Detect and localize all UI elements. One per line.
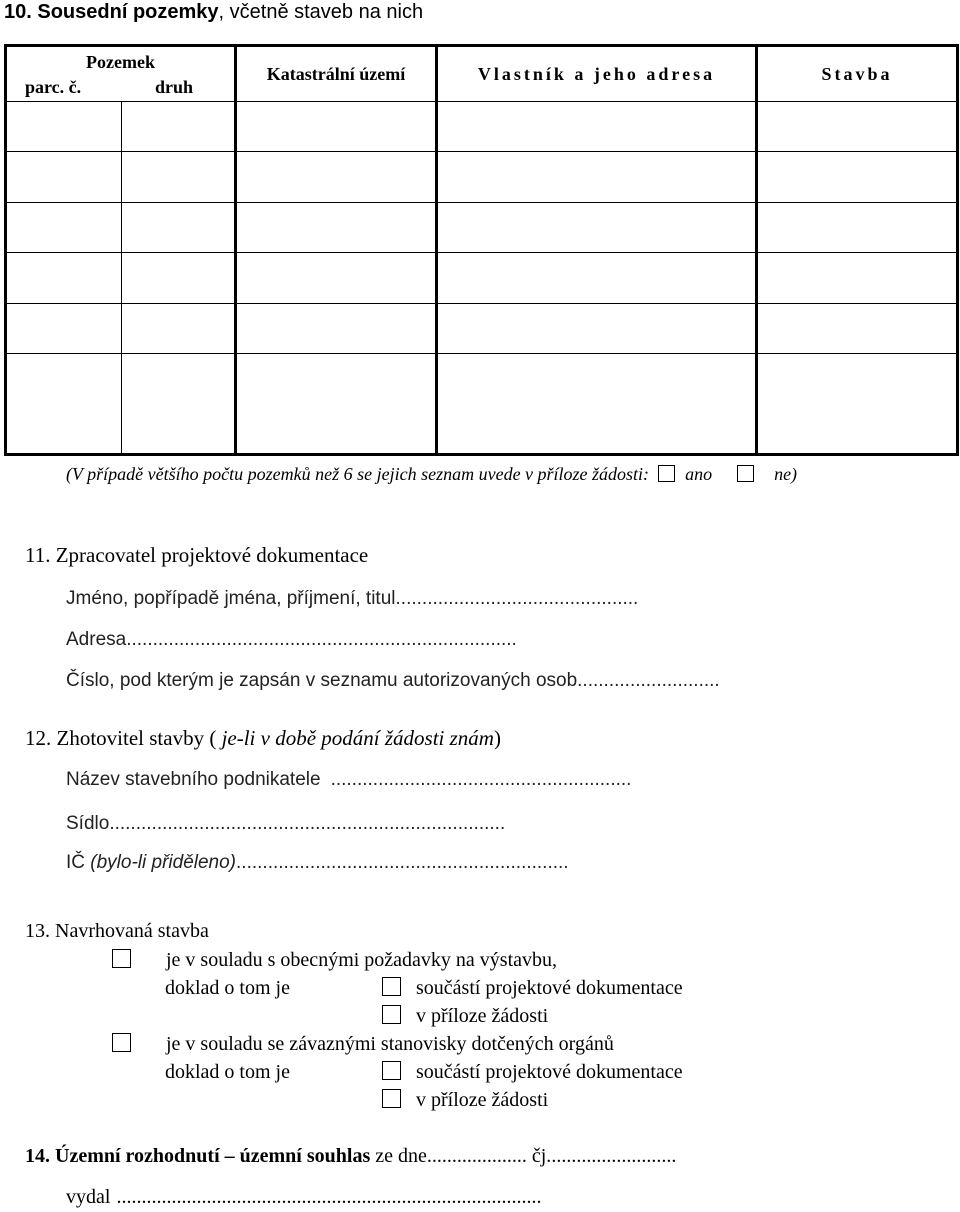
table-cell[interactable] <box>236 102 437 152</box>
table-cell[interactable] <box>122 354 236 455</box>
section-12-title-suffix: ) <box>493 726 501 750</box>
compliance-general-checkbox[interactable] <box>112 949 131 968</box>
designer-auth-field[interactable]: ........................... <box>577 670 720 691</box>
table-cell[interactable] <box>122 303 236 353</box>
doklad-1-pd-checkbox[interactable] <box>382 977 401 996</box>
table-row <box>6 354 958 455</box>
table-row <box>6 253 958 303</box>
doklad-1-pd-label: součástí projektové dokumentace <box>416 977 683 999</box>
compliance-general-label: je v souladu s obecnými požadavky na výstavbu, <box>166 949 558 971</box>
header-druh-label: druh <box>155 77 194 97</box>
table-cell[interactable] <box>757 354 958 455</box>
doklad-1-priloha-checkbox[interactable] <box>382 1005 401 1024</box>
header-vlastnik: Vlastník a jeho adresa <box>437 46 757 102</box>
doklad-2-label: doklad o tom je <box>165 1061 290 1083</box>
date-field[interactable]: .................... <box>426 1145 527 1167</box>
ano-label: ano <box>685 464 713 484</box>
table-cell[interactable] <box>236 202 437 252</box>
table-cell[interactable] <box>122 253 236 303</box>
designer-auth-line <box>66 670 720 692</box>
designer-name-label: Jméno, popřípadě jména, příjmení, titul <box>66 588 396 609</box>
doklad-1-priloha-label: v příloze žádosti <box>416 1005 549 1027</box>
compliance-binding-line <box>112 1033 614 1056</box>
table-cell[interactable] <box>236 152 437 202</box>
table-cell[interactable] <box>6 253 122 303</box>
contractor-ic-line <box>66 852 569 874</box>
section-12-title-prefix: 12. Zhotovitel stavby ( <box>25 726 217 750</box>
compliance-binding-label: je v souladu se závaznými stanovisky dotčených orgánů <box>166 1033 614 1055</box>
table-cell[interactable] <box>437 303 757 353</box>
table-cell[interactable] <box>122 152 236 202</box>
header-pozemek <box>6 46 236 102</box>
header-katastr: Katastrální území <box>236 46 437 102</box>
contractor-name-label: Název stavebního podnikatele <box>66 769 321 790</box>
section-14-line <box>25 1145 676 1168</box>
doklad-2-priloha-label: v příloze žádosti <box>416 1089 549 1111</box>
table-row <box>6 202 958 252</box>
designer-name-field[interactable]: .............................................. <box>395 588 639 609</box>
designer-address-line <box>66 629 517 651</box>
doklad-1-option-b <box>382 1005 548 1028</box>
table-cell[interactable] <box>757 102 958 152</box>
table-cell[interactable] <box>236 303 437 353</box>
section-12-title-italic: je-li v době podání žádosti znám <box>216 726 494 750</box>
ze-dne-label: ze dne <box>370 1145 427 1167</box>
contractor-ic-note: (bylo-li přiděleno) <box>90 852 237 873</box>
doklad-2-pd-checkbox[interactable] <box>382 1061 401 1080</box>
section-10-title-bold: Sousední pozemky <box>37 1 219 23</box>
table-cell[interactable] <box>122 202 236 252</box>
table-row <box>6 152 958 202</box>
table-cell[interactable] <box>757 202 958 252</box>
vydal-line <box>66 1186 541 1209</box>
contractor-seat-label: Sídlo <box>66 813 110 834</box>
table-cell[interactable] <box>437 152 757 202</box>
table-header-row <box>6 46 958 102</box>
contractor-ic-field[interactable]: ............................................................... <box>236 852 569 873</box>
header-pozemek-label: Pozemek <box>86 52 155 72</box>
ano-checkbox[interactable] <box>658 465 675 482</box>
table-row <box>6 102 958 152</box>
doklad-2-priloha-checkbox[interactable] <box>382 1089 401 1108</box>
section-13-title: 13. Navrhovaná stavba <box>25 920 209 942</box>
cj-field[interactable]: ......................... <box>551 1145 677 1167</box>
table-cell[interactable] <box>122 102 236 152</box>
ne-checkbox[interactable] <box>737 465 754 482</box>
table-cell[interactable] <box>437 102 757 152</box>
table-cell[interactable] <box>6 152 122 202</box>
table-cell[interactable] <box>757 152 958 202</box>
doklad-2-option-a <box>382 1061 683 1084</box>
table-cell[interactable] <box>6 202 122 252</box>
designer-address-field[interactable]: .......................................................................... <box>126 629 517 650</box>
designer-address-label: Adresa <box>66 629 127 650</box>
vydal-field[interactable]: ..................................................................................... <box>116 1186 542 1208</box>
table-cell[interactable] <box>757 303 958 353</box>
table-cell[interactable] <box>6 303 122 353</box>
section-11-title: 11. Zpracovatel projektové dokumentace <box>25 543 369 567</box>
doklad-2-option-b <box>382 1089 548 1112</box>
header-parc-label: parc. č. <box>25 77 82 97</box>
header-stavba: Stavba <box>757 46 958 102</box>
table-cell[interactable] <box>236 354 437 455</box>
designer-name-line <box>66 588 638 610</box>
table-cell[interactable] <box>437 354 757 455</box>
contractor-name-field[interactable]: ......................................................... <box>330 769 632 790</box>
vydal-label: vydal <box>66 1186 111 1208</box>
doklad-2-pd-label: součástí projektové dokumentace <box>416 1061 683 1083</box>
designer-auth-label: Číslo, pod kterým je zapsán v seznamu autorizovaných osob <box>66 670 578 691</box>
table-cell[interactable] <box>236 253 437 303</box>
doklad-1-option-a <box>382 977 683 1000</box>
table-cell[interactable] <box>6 102 122 152</box>
table-cell[interactable] <box>437 253 757 303</box>
plots-note <box>66 464 797 485</box>
table-cell[interactable] <box>6 354 122 455</box>
compliance-binding-checkbox[interactable] <box>112 1033 131 1052</box>
neighbor-plots-table <box>4 44 959 456</box>
contractor-name-line <box>66 769 631 791</box>
section-12-title <box>25 726 501 751</box>
section-10-number: 10. <box>4 1 32 23</box>
contractor-ic-label: IČ <box>66 852 91 873</box>
section-10-title <box>4 1 423 24</box>
cj-label: čj. <box>526 1145 552 1167</box>
section-10-title-rest: , včetně staveb na nich <box>218 1 424 23</box>
table-row <box>6 303 958 353</box>
contractor-seat-line <box>66 813 505 835</box>
ne-label: ne) <box>774 464 798 484</box>
table-cell[interactable] <box>437 202 757 252</box>
doklad-1-label: doklad o tom je <box>165 977 290 999</box>
compliance-general-line <box>112 949 557 972</box>
contractor-seat-field[interactable]: ........................................................................... <box>109 813 506 834</box>
table-cell[interactable] <box>757 253 958 303</box>
section-14-title: 14. Územní rozhodnutí – územní souhlas <box>25 1145 371 1167</box>
plots-note-text: (V případě většího počtu pozemků než 6 se jejich seznam uvede v příloze žádosti: <box>66 464 650 484</box>
